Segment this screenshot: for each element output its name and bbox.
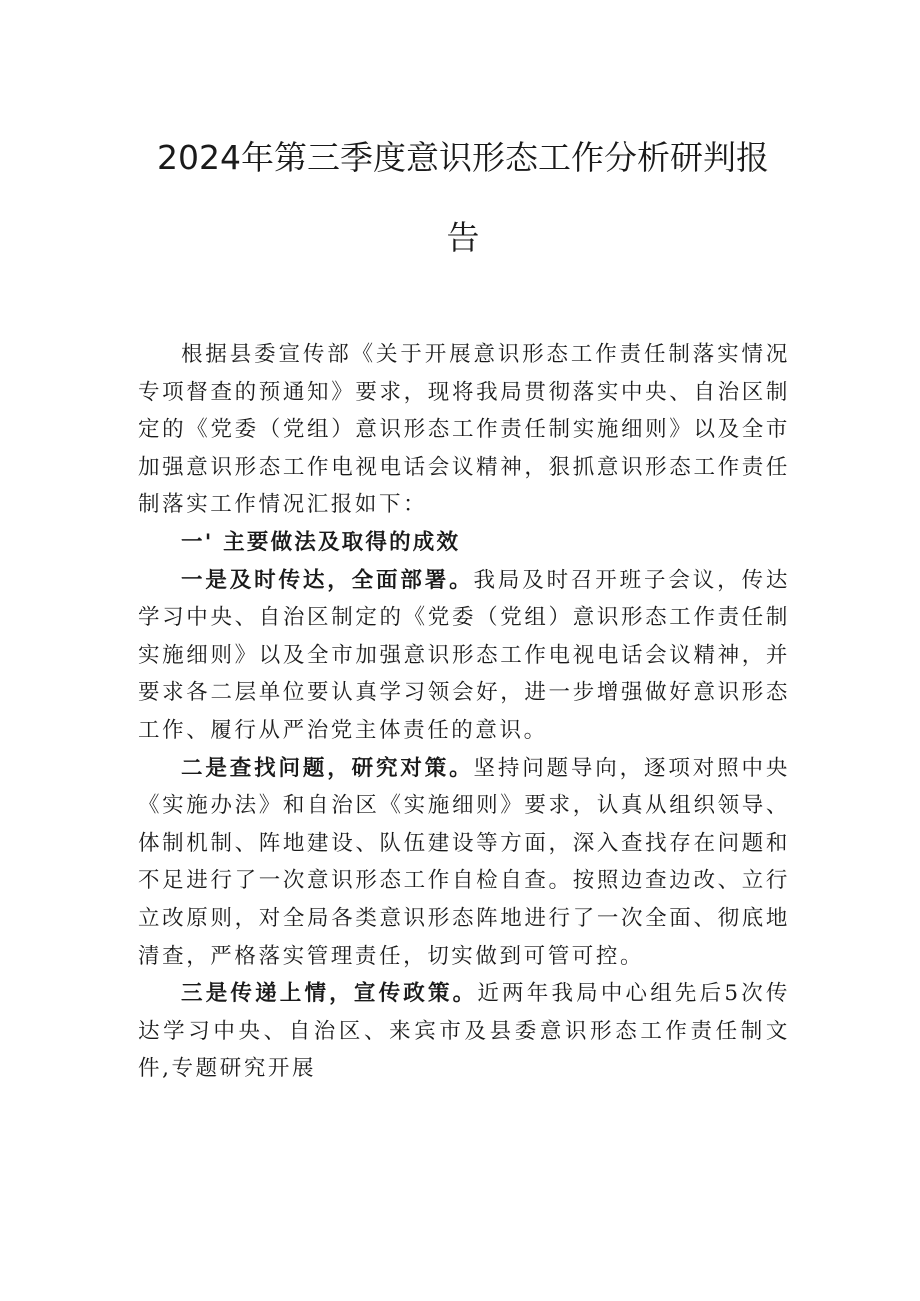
point-paragraph [138,562,790,750]
point-lead: 三是传递上情，宣传政策。 [181,981,478,1007]
point-lead: 一是及时传达，全面部署。 [181,567,474,593]
point-text: 坚持问题导向，逐项对照中央《实施办法》和自治区《实施细则》要求，认真从组织领导、体制机制、阵地建设、队伍建设等方面，深入查找存在问题和不足进行了一次意识形态工作自检自查。按照边查边改、立行立改原则，对全局各类意识形态阵地进行了一次全面、彻底地清查，严格落实管理责任，切实做到可管可控。 [138,755,790,969]
point-paragraph [138,750,790,976]
point-lead: 二是查找问题，研究对策。 [181,755,474,781]
document-title-line-1: 2024年第三季度意识形态工作分析研判报 [157,138,769,177]
point-paragraph [138,975,790,1088]
intro-paragraph: 根据县委宣传部《关于开展意识形态工作责任制落实情况专项督查的预通知》要求，现将我局贯彻落实中央、自治区制定的《党委（党组）意识形态工作责任制实施细则》以及全市加强意识形态工作电视电话会议精神，狠抓意识形态工作责任制落实工作情况汇报如下： [138,342,790,518]
document-title-line-2: 告 [446,218,480,257]
document-body [138,336,790,1088]
section-heading: 一' 主要做法及取得的成效 [181,529,461,555]
point-text: 我局及时召开班子会议，传达学习中央、自治区制定的《党委（党组）意识形态工作责任制实施细则》以及全市加强意识形态工作电视电话会议精神，并要求各二层单位要认真学习领会好，进一步增强做好意识形态工作、履行从严治党主体责任的意识。 [138,567,790,743]
point-text: 近两年我局中心组先后5次传达学习中央、自治区、来宾市及县委意识形态工作责任制文件,专题研究开展 [138,981,790,1082]
